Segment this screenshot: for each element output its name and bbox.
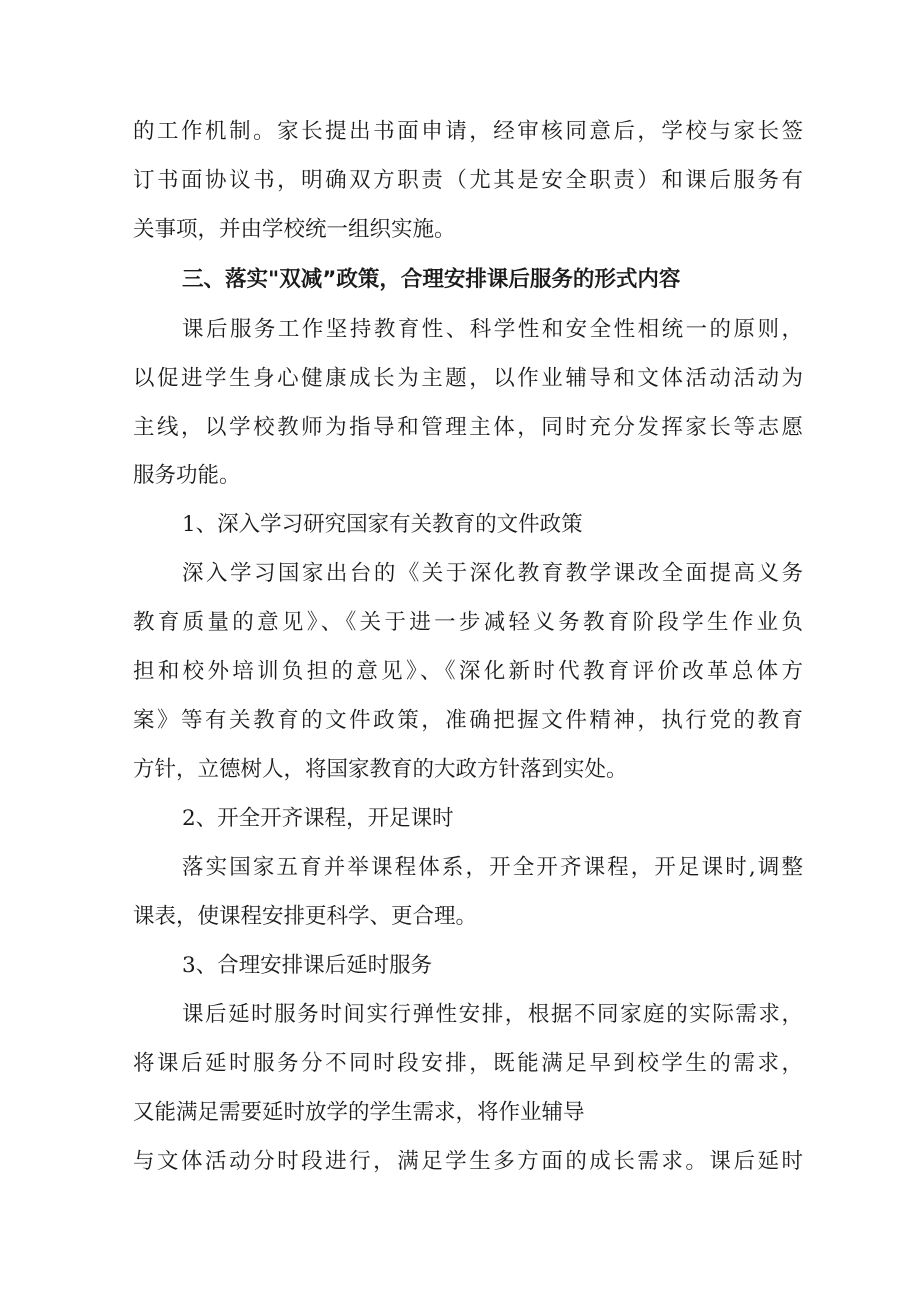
subsection-heading: 3、合理安排课后延时服务 [182,953,433,978]
paragraph-line: 课表，使课程安排更科学、更合理。 [133,904,478,929]
subsection-heading: 1、深入学习研究国家有关教育的文件政策 [182,512,583,537]
paragraph-line: 与文体活动分时段进行，满足学生多方面的成长需求。课后延时 [133,1149,803,1174]
paragraph-line: 主线，以学校教师为指导和管理主体，同时充分发挥家长等志愿 [133,415,803,440]
paragraph-line: 订书面协议书，明确双方职责（尤其是安全职责）和课后服务有 [133,168,803,193]
paragraph-line: 课后延时服务时间实行弹性安排，根据不同家庭的实际需求， [182,1002,803,1027]
paragraph-line: 教育质量的意见》、《关于进一步减轻义务教育阶段学生作业负 [133,610,803,635]
paragraph-line: 深入学习国家出台的《关于深化教育教学课改全面提高义务 [182,561,803,586]
paragraph-line: 课后服务工作坚持教育性、科学性和安全性相统一的原则， [182,317,803,342]
section-heading: 三、落实"双减”政策，合理安排课后服务的形式内容 [182,267,681,292]
paragraph-line: 方针，立德树人，将国家教育的大政方针落到实处。 [133,757,628,782]
paragraph-line: 的工作机制。家长提出书面申请，经审核同意后，学校与家长签 [133,119,803,144]
paragraph-line: 案》等有关教育的文件政策，准确把握文件精神，执行党的教育 [133,708,803,733]
paragraph-line: 关事项，并由学校统一组织实施。 [133,217,456,242]
paragraph-line: 又能满足需要延时放学的学生需求，将作业辅导 [133,1100,585,1125]
subsection-heading: 2、开全开齐课程，开足课时 [182,806,454,831]
paragraph-line: 以促进学生身心健康成长为主题，以作业辅导和文体活动活动为 [133,366,803,391]
paragraph-line: 担和校外培训负担的意见》、《深化新时代教育评价改革总体方 [133,659,803,684]
paragraph-line: 将课后延时服务分不同时段安排，既能满足早到校学生的需求， [133,1051,803,1076]
paragraph-line: 落实国家五育并举课程体系，开全开齐课程，开足课时,调整 [182,855,803,880]
paragraph-line: 服务功能。 [133,463,241,488]
